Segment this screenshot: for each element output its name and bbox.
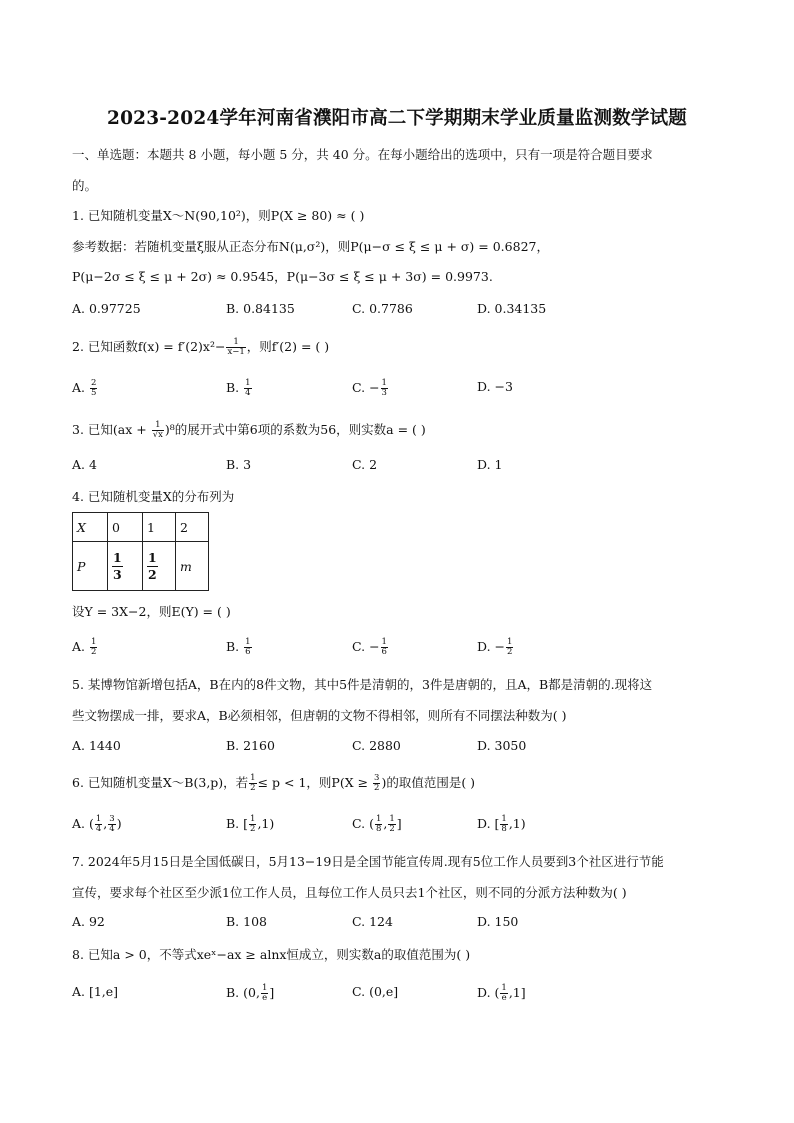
q5-option-d[interactable]: D. 3050 — [477, 738, 527, 753]
fraction-den: 2 — [90, 647, 97, 657]
fraction-den: 6 — [245, 647, 251, 657]
q2-fraction-num: 1 — [226, 338, 245, 348]
q1-reference-2: P(μ−2σ ≤ ξ ≤ μ + 2σ) ≈ 0.9545，P(μ−3σ ≤ ξ ≤ μ + 3σ) = 0.9973. — [72, 269, 493, 284]
q8-options — [72, 984, 732, 1002]
q3-option-c[interactable]: C. 2 — [352, 457, 378, 472]
q7-option-d[interactable]: D. 150 — [477, 914, 519, 929]
q2-fraction-den: x−1 — [227, 347, 245, 357]
q3-fraction-den: √x — [152, 430, 163, 440]
q2-option-c-fraction — [381, 379, 388, 398]
q8-option-b[interactable] — [226, 984, 274, 1003]
q3-options — [72, 457, 732, 475]
q2-option-b-fraction — [244, 379, 251, 398]
q2-option-c-label: C. − — [352, 380, 380, 395]
q2-option-b[interactable] — [226, 379, 253, 398]
table-cell — [143, 513, 176, 542]
fraction-num: 1 — [507, 637, 513, 647]
fraction-num: 1 — [148, 549, 157, 565]
q5-option-b[interactable]: B. 2160 — [226, 738, 275, 753]
q1-option-c[interactable]: C. 0.7786 — [352, 301, 413, 316]
q6-option-c[interactable] — [352, 815, 402, 834]
q8-option-a[interactable]: A. [1,e] — [72, 984, 119, 999]
fraction-den: 5 — [90, 388, 97, 398]
q4-option-c[interactable] — [352, 638, 389, 657]
q8-option-d[interactable] — [477, 984, 526, 1003]
q3-stem — [72, 421, 426, 440]
q1-option-b[interactable]: B. 0.84135 — [226, 301, 295, 316]
table-cell — [143, 542, 176, 591]
bracket: ,1] — [508, 985, 526, 1000]
cell-text: 2 — [180, 519, 188, 535]
q4-stem: 4. 已知随机变量X的分布列为 — [72, 489, 235, 504]
fraction-den: 2 — [389, 824, 395, 834]
q2-stem — [72, 338, 329, 357]
fraction — [108, 815, 115, 834]
separator: , — [383, 816, 388, 831]
q3-option-a[interactable]: A. 4 — [72, 457, 97, 472]
q6-option-d[interactable] — [477, 815, 526, 834]
q6-stem-part3: )的取值范围是( ) — [381, 775, 476, 790]
fraction-num: 3 — [109, 814, 115, 824]
q2-stem-part1: 2. 已知函数f(x) = f′(2)x²− — [72, 339, 226, 354]
fraction-num: 1 — [501, 983, 507, 993]
fraction-den: e — [501, 993, 507, 1003]
fraction-num: 1 — [375, 814, 382, 824]
q2-option-c[interactable] — [352, 379, 389, 398]
bracket: ) — [116, 816, 122, 831]
q2-stem-part2: ，则f′(2) = ( ) — [246, 339, 330, 354]
q6-stem-part2: ≤ p < 1，则P(X ≥ — [257, 775, 373, 790]
q5-stem: 5. 某博物馆新增包括A，B在内的8件文物，其中5件是清朝的，3件是唐朝的，且A，B都是清朝的.现将这 — [72, 677, 653, 692]
q8-option-c[interactable]: C. (0,e] — [352, 984, 399, 999]
cell-fraction — [147, 550, 158, 583]
q6-stem-part1: 6. 已知随机变量X～B(3,p)，若 — [72, 775, 249, 790]
cell-text: m — [180, 558, 192, 574]
fraction-num: 1 — [113, 549, 122, 565]
q4-option-d[interactable] — [477, 638, 514, 657]
cell-text: 1 — [147, 519, 155, 535]
q8-option-b-label: B. (0, — [226, 985, 260, 1000]
table-row — [73, 513, 209, 542]
fraction-num: 1 — [381, 637, 387, 647]
q3-fraction-num: 1 — [152, 421, 164, 431]
q1-option-d[interactable]: D. 0.34135 — [477, 301, 547, 316]
fraction-num: 2 — [90, 378, 97, 388]
fraction-den: 4 — [109, 824, 115, 834]
q7-option-b[interactable]: B. 108 — [226, 914, 267, 929]
q3-option-b[interactable]: B. 3 — [226, 457, 252, 472]
q6-fraction-1 — [249, 774, 256, 793]
q4-option-b-label: B. — [226, 639, 244, 654]
fraction-num: 1 — [250, 773, 256, 783]
q6-stem — [72, 774, 475, 793]
table-cell — [176, 542, 209, 591]
q4-option-c-fraction — [381, 638, 388, 657]
cell-text: 0 — [112, 519, 120, 535]
q4-option-a-label: A. — [72, 639, 89, 654]
separator: ,1) — [508, 816, 526, 831]
table-cell — [108, 513, 143, 542]
fraction-den: 8 — [501, 824, 507, 834]
fraction-num: 1 — [261, 983, 268, 993]
fraction-den: 2 — [148, 566, 157, 582]
q6-option-a[interactable] — [72, 815, 122, 834]
fraction-den: 6 — [381, 647, 387, 657]
q4-option-a-fraction — [90, 638, 97, 657]
q5-option-a[interactable]: A. 1440 — [72, 738, 121, 753]
q4-option-d-label: D. − — [477, 639, 505, 654]
fraction-num: 1 — [381, 378, 387, 388]
q2-option-b-label: B. — [226, 380, 244, 395]
fraction-den: 2 — [250, 783, 256, 793]
q5-stem-cont: 些文物摆成一排，要求A，B必须相邻，但唐朝的文物不得相邻，则所有不同摆法种数为( ) — [72, 708, 567, 723]
q7-stem-cont: 宣传，要求每个社区至少派1位工作人员，且每位工作人员只去1个社区，则不同的分派方法种数为( ) — [72, 885, 627, 900]
fraction — [249, 815, 256, 834]
q2-fraction — [226, 338, 245, 357]
fraction — [388, 815, 395, 834]
q7-option-a[interactable]: A. 92 — [72, 914, 105, 929]
q6-option-b-label: B. [ — [226, 816, 249, 831]
q3-option-d[interactable]: D. 1 — [477, 457, 503, 472]
cell-text: X — [77, 519, 86, 535]
q2-option-a[interactable] — [72, 379, 98, 398]
fraction-den: 4 — [245, 388, 251, 398]
fraction-num: 1 — [250, 814, 256, 824]
fraction-den: 8 — [375, 824, 382, 834]
fraction-den: 2 — [507, 647, 513, 657]
q6-option-c-label: C. ( — [352, 816, 374, 831]
q7-options — [72, 914, 732, 932]
q6-option-a-label: A. ( — [72, 816, 94, 831]
fraction-num: 1 — [90, 637, 97, 647]
table-cell — [73, 542, 108, 591]
section-instruction: 一、单选题：本题共 8 小题，每小题 5 分，共 40 分。在每小题给出的选项中，只有一项是符合题目要求 — [72, 147, 653, 162]
fraction-num: 1 — [95, 814, 102, 824]
section-instruction-cont: 的。 — [72, 178, 98, 193]
q7-option-c[interactable]: C. 124 — [352, 914, 393, 929]
fraction-num: 1 — [389, 814, 395, 824]
fraction-den: 2 — [374, 783, 380, 793]
q8-stem: 8. 已知a > 0，不等式xeˣ−ax ≥ alnx恒成立，则实数a的取值范围为( ) — [72, 947, 471, 962]
fraction-den: 4 — [95, 824, 102, 834]
fraction — [95, 815, 102, 834]
table-cell — [73, 513, 108, 542]
fraction — [375, 815, 382, 834]
fraction-num: 3 — [374, 773, 380, 783]
fraction — [261, 984, 268, 1003]
separator: ,1) — [257, 816, 275, 831]
fraction-den: e — [262, 993, 268, 1003]
cell-fraction — [112, 550, 123, 583]
fraction-den: 3 — [113, 566, 122, 582]
q5-option-c[interactable]: C. 2880 — [352, 738, 401, 753]
bracket: ] — [396, 816, 402, 831]
fraction-den: 3 — [381, 388, 387, 398]
q1-stem: 1. 已知随机变量X～N(90,10²)，则P(X ≥ 80) ≈ ( ) — [72, 208, 365, 223]
fraction-den: 2 — [250, 824, 256, 834]
fraction-num: 1 — [501, 814, 507, 824]
cell-text: P — [77, 558, 86, 574]
q7-stem: 7. 2024年5月15日是全国低碳日，5月13−19日是全国节能宣传周.现有5位工作人员要到3个社区进行节能 — [72, 854, 664, 869]
q1-options — [72, 301, 732, 319]
q4-option-b[interactable] — [226, 638, 253, 657]
page-title: 2023-2024学年河南省濮阳市高二下学期期末学业质量监测数学试题 — [107, 108, 687, 129]
table-row — [73, 542, 209, 591]
q5-options — [72, 738, 732, 756]
q8-option-d-label: D. ( — [477, 985, 500, 1000]
q4-option-d-fraction — [506, 638, 513, 657]
fraction-num: 1 — [245, 378, 251, 388]
q2-option-a-label: A. — [72, 380, 89, 395]
distribution-table — [72, 512, 209, 591]
q4-option-b-fraction — [244, 638, 251, 657]
q3-stem-part1: 3. 已知(ax + — [72, 422, 151, 437]
bracket: ] — [269, 985, 275, 1000]
q3-stem-part2: )⁸的展开式中第6项的系数为56，则实数a = ( ) — [164, 422, 426, 437]
separator: , — [103, 816, 108, 831]
q1-option-a[interactable]: A. 0.97725 — [72, 301, 141, 316]
q6-option-d-label: D. [ — [477, 816, 500, 831]
table-cell — [176, 513, 209, 542]
q1-reference-1: 参考数据：若随机变量ξ服从正态分布N(μ,σ²)，则P(μ−σ ≤ ξ ≤ μ + σ) = 0.6827， — [72, 239, 549, 254]
q2-option-d[interactable]: D. −3 — [477, 379, 513, 394]
table-cell — [108, 542, 143, 591]
fraction — [500, 815, 507, 834]
q4-option-c-label: C. − — [352, 639, 380, 654]
q4-option-a[interactable] — [72, 638, 98, 657]
fraction-num: 1 — [245, 637, 251, 647]
q6-fraction-2 — [373, 774, 380, 793]
q2-options — [72, 379, 732, 397]
q3-fraction — [152, 421, 164, 440]
q6-option-b[interactable] — [226, 815, 274, 834]
q4-stem-2: 设Y = 3X−2，则E(Y) = ( ) — [72, 604, 231, 619]
q6-options — [72, 815, 732, 833]
fraction — [500, 984, 507, 1003]
q2-option-a-fraction — [90, 379, 97, 398]
q4-options — [72, 638, 732, 656]
